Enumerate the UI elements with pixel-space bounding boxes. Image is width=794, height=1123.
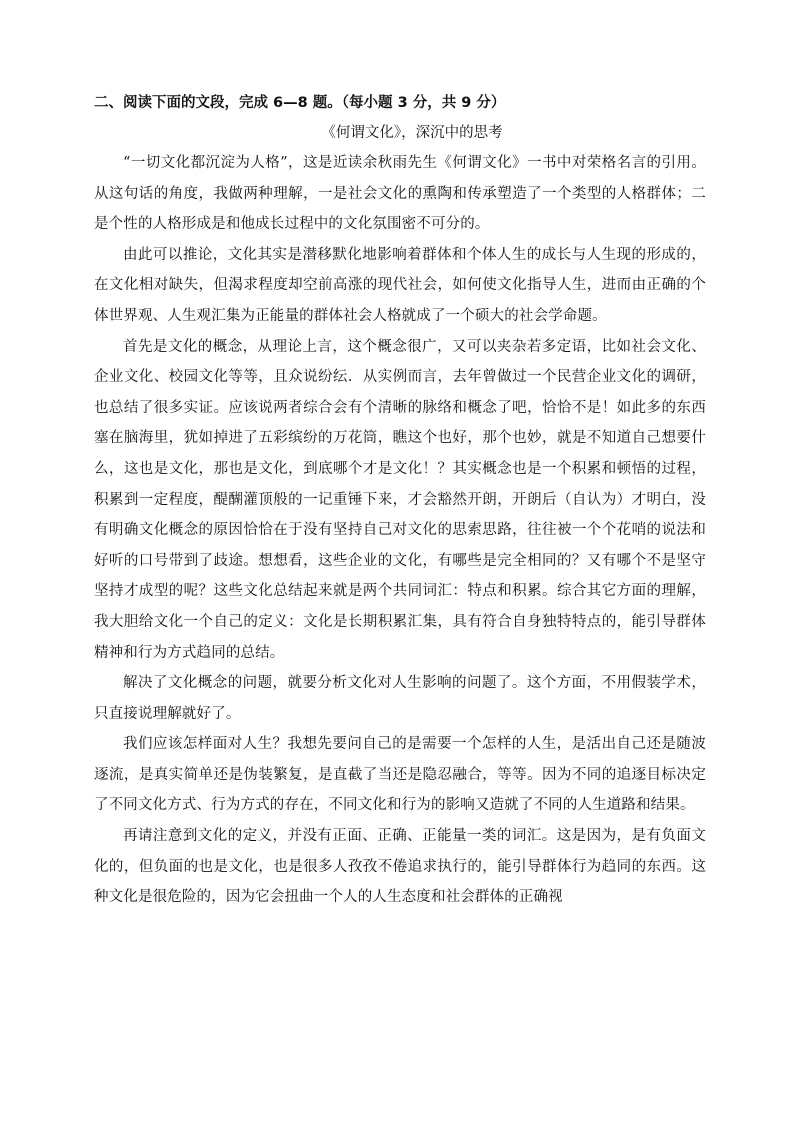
- paragraph-3: 首先是文化的概念，从理论上言，这个概念很广，又可以夹杂若多定语，比如社会文化、企业文化、校园文化等等，且众说纷纭．从实例而言，去年曾做过一个民营企业文化的调研，也总结了很多实证。应该说两者综合会有个清晰的脉络和概念了吧，恰恰不是！如此多的东西塞在脑海里，犹如掉进了五彩缤纷的万花筒，瞧这个也好，那个也妙，就是不知道自己想要什么，这也是文化，那也是文化，到底哪个才是文化！？其实概念也是一个积累和顿悟的过程，积累到一定程度，醍醐灌顶般的一记重锤下来，才会豁然开朗，开朗后（自认为）才明白，没有明确文化概念的原因恰恰在于没有坚持自己对文化的思索思路，往往被一个个花哨的说法和好听的口号带到了歧途。想想看，这些企业的文化，有哪些是完全相同的？又有哪个不是坚守坚持才成型的呢？这些文化总结起来就是两个共同词汇：特点和积累。综合其它方面的理解，我大胆给文化一个自己的定义：文化是长期积累汇集，具有符合自身独特特点的，能引导群体精神和行为方式趋同的总结。: [94, 338, 706, 661]
- paragraph-2: 由此可以推论，文化其实是潜移默化地影响着群体和个体人生的成长与人生现的形成的，在文化相对缺失，但渴求程度却空前高涨的现代社会，如何使文化指导人生，进而由正确的个体世界观、人生观汇集为正能量的群体社会人格就成了一个硕大的社会学命题。: [94, 246, 706, 324]
- article-title: 《何谓文化》，深沉中的思考: [321, 125, 503, 141]
- paragraph-4: 解决了文化概念的问题，就要分析文化对人生影响的问题了。这个方面，不用假装学术，只直接说理解就好了。: [94, 675, 706, 722]
- document-page: [94, 88, 706, 913]
- paragraph-1: “一切文化都沉淀为人格”，这是近读余秋雨先生《何谓文化》一书中对荣格名言的引用。从这句话的角度，我做两种理解，一是社会文化的熏陶和传承塑造了一个类型的人格群体；二是个性的人格形成是和他成长过程中的文化氛围密不可分的。: [94, 155, 706, 233]
- section-heading: 二、阅读下面的文段，完成 6—8 题。（每小题 3 分，共 9 分）: [94, 95, 506, 111]
- paragraph-5: 我们应该怎样面对人生？我想先要问自己的是需要一个怎样的人生，是活出自己还是随波逐流，是真实简单还是伪装繁复，是直截了当还是隐忍融合，等等。因为不同的追逐目标决定了不同文化方式、行为方式的存在，不同文化和行为的影响又造就了不同的人生道路和结果。: [94, 736, 706, 814]
- paragraph-6: 再请注意到文化的定义，并没有正面、正确、正能量一类的词汇。这是因为，是有负面文化的，但负面的也是文化，也是很多人孜孜不倦追求执行的，能引导群体行为趋同的东西。这种文化是很危险的，因为它会扭曲一个人的人生态度和社会群体的正确视: [94, 828, 706, 906]
